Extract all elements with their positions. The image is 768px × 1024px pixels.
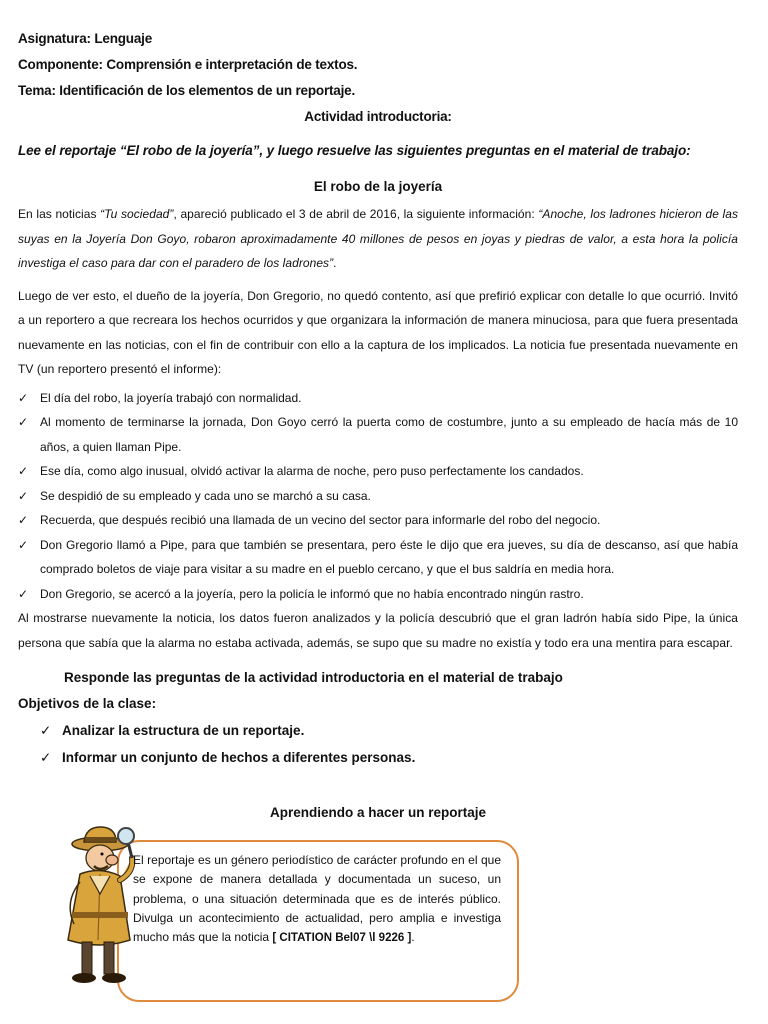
list-item (40, 744, 738, 771)
story-paragraph-3: Al mostrarse nuevamente la noticia, los datos fueron analizados y la policía descubrió que el gran ladrón había sido Pipe, la única persona que sabía que la alarma no estaba activada, además, se supo que su madre no existía y todo era una mentira para escapar. (18, 611, 738, 650)
list-item (18, 459, 738, 484)
component-heading: Componente: Comprensión e interpretación de textos. (18, 57, 358, 72)
story-paragraph-2: Luego de ver esto, el dueño de la joyería, Don Gregorio, no quedó contento, así que prefirió explicar con detalle lo que ocurrió. Invitó a un reportero a que recreara los hechos ocurridos y que organizara la información de manera minuciosa, para que fuera presentada nuevamente en las noticias, con el fin de contribuir con ello a la captura de los implicados. La noticia fue presentada nuevamente en TV (un reportero presentó el informe): (18, 288, 738, 376)
subject-heading: Asignatura: Lenguaje (18, 31, 153, 46)
check-icon: ✓ (18, 537, 29, 552)
check-icon: ✓ (18, 513, 29, 527)
p1-end: . (333, 256, 337, 270)
definition-end: . (411, 930, 415, 945)
bullet-text: El día del robo, la joyería trabajó con normalidad. (40, 390, 302, 405)
objective-text: Informar un conjunto de hechos a diferentes personas. (62, 750, 416, 765)
detective-icon (34, 822, 144, 992)
learning-heading: Aprendiendo a hacer un reportaje (270, 805, 487, 820)
bullet-text: Recuerda, que después recibió una llamada de un vecino del sector para informarle del robo del negocio. (40, 513, 601, 527)
definition-text (133, 851, 501, 948)
p1-quote: “Anoche, los ladrones hicieron de las suyas en la Joyería Don Goyo, robaron aproximadamente 40 millones de pesos en joyas y piedras de valor, a esta hora la policía investiga el caso para dar con el paradero de los ladrones” (18, 207, 739, 270)
p1-source: “Tu sociedad” (100, 207, 174, 221)
check-icon: ✓ (40, 723, 52, 738)
topic-heading: Tema: Identificación de los elementos de un reportaje. (18, 83, 356, 98)
list-item (18, 508, 738, 533)
check-icon: ✓ (18, 415, 29, 429)
objective-text: Analizar la estructura de un reportaje. (62, 723, 305, 738)
objectives-list (18, 717, 738, 771)
list-item (18, 484, 738, 509)
activity-heading: Actividad introductoria: (304, 109, 452, 124)
objectives-title: Objetivos de la clase: (18, 696, 157, 711)
story-paragraph-1 (18, 202, 738, 276)
list-item (18, 386, 738, 411)
list-item (18, 582, 738, 607)
bullet-text: Ese día, como algo inusual, olvidó activar la alarma de noche, pero puso perfectamente los candados. (40, 464, 584, 478)
list-item (40, 717, 738, 744)
check-icon: ✓ (18, 586, 29, 601)
check-icon: ✓ (18, 464, 29, 478)
citation-field: [ CITATION Bel07 \l 9226 ] (272, 932, 412, 945)
story-bullet-list (18, 386, 738, 607)
p1-intro: En las noticias (18, 207, 101, 221)
p1-mid: , apareció publicado el 3 de abril de 2016, la siguiente información: (173, 207, 539, 221)
document-page (18, 26, 738, 771)
list-item (18, 410, 738, 459)
bullet-text: Don Gregorio llamó a Pipe, para que también se presentara, pero éste le dijo que era jueves, su día de descanso, así que había comprado boletos de viaje para visitar a su madre en el pueblo cercano, y que el bus saldría en media hora. (40, 537, 738, 576)
story-title: El robo de la joyería (313, 179, 443, 194)
check-icon: ✓ (40, 750, 52, 765)
check-icon: ✓ (18, 390, 29, 405)
respond-heading: Responde las preguntas de la actividad introductoria en el material de trabajo (64, 670, 563, 685)
list-item (18, 533, 738, 582)
bullet-text: Se despidió de su empleado y cada uno se marchó a su casa. (40, 488, 371, 503)
bullet-text: Don Gregorio, se acercó a la joyería, pero la policía le informó que no había encontrado ningún rastro. (40, 586, 584, 601)
instruction-text: Lee el reportaje “El robo de la joyería”, y luego resuelve las siguientes preguntas en el material de trabajo: (18, 143, 691, 158)
definition-body: El reportaje es un género periodístico de carácter profundo en el que se expone de manera detallada y documentada un suceso, un problema, o una situación determinada que es de interés público. Divulga un acontecimiento de actualidad, pero amplia e investiga mucho más que la noticia (133, 853, 501, 945)
bullet-text: Al momento de terminarse la jornada, Don Goyo cerró la puerta como de costumbre, junto a su empleado de hacía más de 10 años, a quien llaman Pipe. (40, 415, 738, 454)
check-icon: ✓ (18, 488, 29, 503)
